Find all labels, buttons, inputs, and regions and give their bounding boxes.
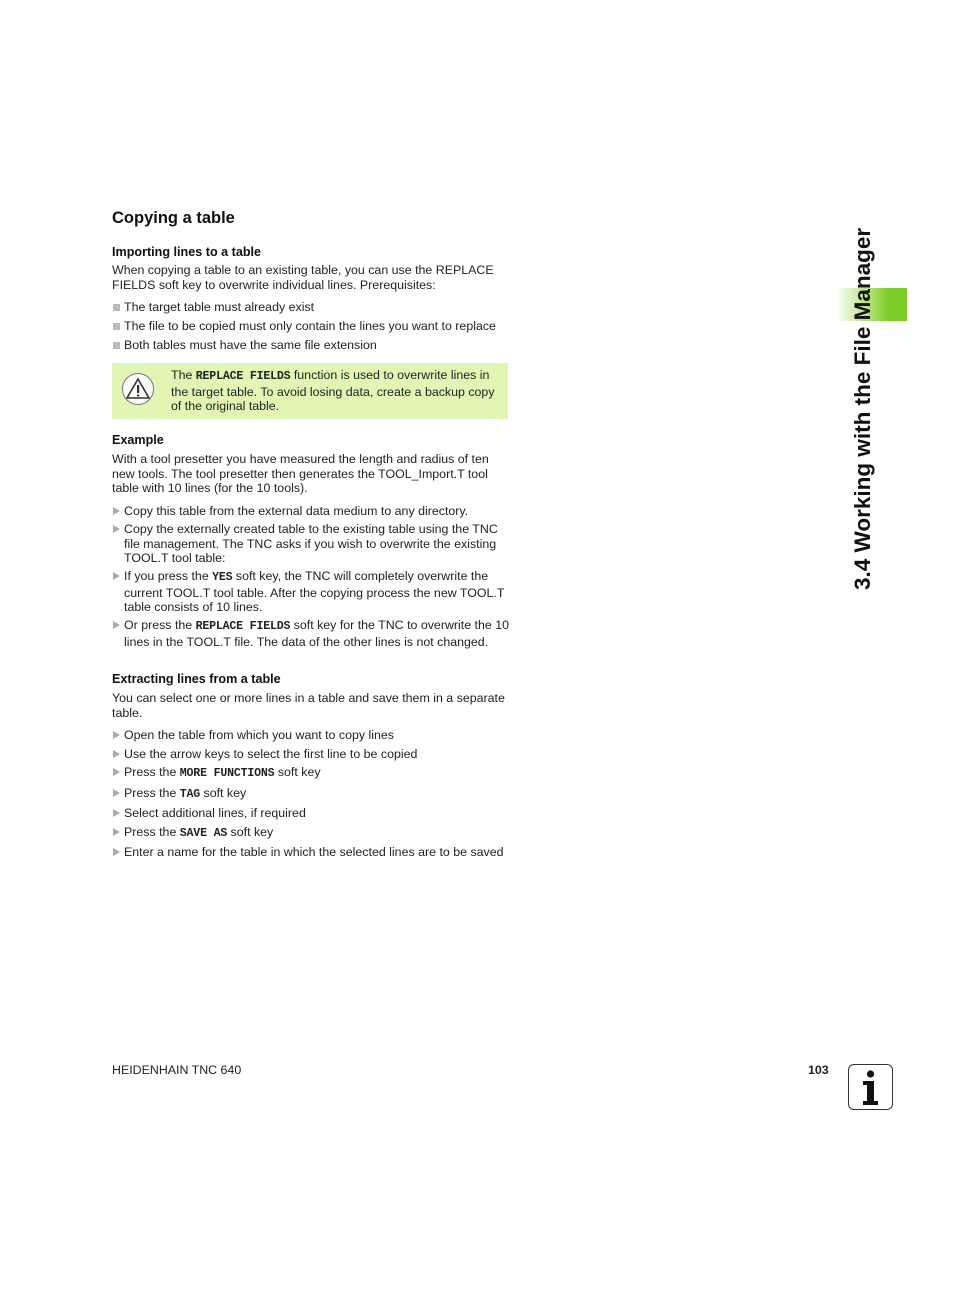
example-intro: With a tool presetter you have measured the length and radius of ten new tools. The tool presetter then generates the TOOL_Import.T tool table with 10 lines (for the 10 tools). xyxy=(112,452,489,495)
text-run: soft key xyxy=(274,765,321,779)
text-run: Select additional lines, if required xyxy=(124,806,306,820)
softkey-name: REPLACE FIELDS xyxy=(195,620,291,633)
text-run: The target table must already exist xyxy=(124,300,315,314)
chapter-side-title: 3.4 Working with the File Manager xyxy=(850,227,875,590)
text-run: Copy this table from the external data medium to any directory. xyxy=(124,504,469,518)
text-run: Copy the externally created table to the existing table using the TNC file management. The TNC asks if you wish to overwrite the existing TOOL.T tool table: xyxy=(124,522,498,565)
importing-heading: Importing lines to a table xyxy=(112,245,262,259)
softkey-name: SAVE AS xyxy=(179,826,228,840)
example-heading: Example xyxy=(112,433,164,447)
prereq-list xyxy=(112,300,510,357)
example-steps xyxy=(112,504,510,653)
info-icon xyxy=(848,1064,893,1110)
list-item xyxy=(112,728,510,743)
section-title: Copying a table xyxy=(112,209,235,227)
text-run: function is used to overwrite lines in the target table. To avoid losing data, create a backup copy of the original table. xyxy=(171,368,495,413)
warning-note-text xyxy=(171,368,503,414)
list-item xyxy=(112,806,510,821)
list-item xyxy=(112,845,510,860)
text-run: soft key xyxy=(227,824,274,839)
list-item xyxy=(112,522,510,566)
list-item xyxy=(112,825,510,842)
importing-intro: When copying a table to an existing table, you can use the REPLACE FIELDS soft key to overwrite individual lines. Prerequisites: xyxy=(112,263,494,292)
list-item xyxy=(112,786,510,803)
list-item xyxy=(112,618,510,649)
list-item xyxy=(112,319,510,334)
list-item xyxy=(112,747,510,762)
softkey-name: YES xyxy=(212,571,233,584)
softkey-name: TAG xyxy=(179,787,201,801)
text-run: The xyxy=(171,368,196,382)
text-run: Enter a name for the table in which the selected lines are to be saved xyxy=(124,845,504,859)
list-item xyxy=(112,504,510,519)
text-run: soft key xyxy=(200,785,247,800)
footer-product: HEIDENHAIN TNC 640 xyxy=(112,1063,242,1077)
text-run: soft key for the TNC to overwrite the 10 lines in the TOOL.T file. The data of the other lines is not changed. xyxy=(124,618,510,649)
softkey-name: MORE FUNCTIONS xyxy=(179,767,275,780)
page-number: 103 xyxy=(808,1063,829,1077)
text-run: Press the xyxy=(124,765,180,779)
text-run: soft key, the TNC will completely overwrite the current TOOL.T tool table. After the copying process the new TOOL.T table consists of 10 lines. xyxy=(124,569,505,614)
list-item xyxy=(112,300,510,315)
warning-icon xyxy=(122,373,154,405)
text-run: Or press the xyxy=(124,618,196,632)
softkey-name: REPLACE FIELDS xyxy=(195,370,291,383)
text-run: The file to be copied must only contain the lines you want to replace xyxy=(124,319,496,333)
list-item xyxy=(112,338,510,353)
list-item xyxy=(112,765,510,782)
text-run: Use the arrow keys to select the first line to be copied xyxy=(124,746,418,761)
extracting-heading: Extracting lines from a table xyxy=(112,672,281,686)
text-run: Press the xyxy=(124,824,180,839)
extracting-steps xyxy=(112,728,510,864)
warning-note xyxy=(112,363,508,419)
text-run: Both tables must have the same file extension xyxy=(124,338,377,352)
extracting-intro: You can select one or more lines in a table and save them in a separate table. xyxy=(112,691,505,720)
text-run: If you press the xyxy=(124,569,213,583)
text-run: Open the table from which you want to copy lines xyxy=(124,728,394,742)
list-item xyxy=(112,569,510,615)
text-run: Press the xyxy=(124,785,180,800)
